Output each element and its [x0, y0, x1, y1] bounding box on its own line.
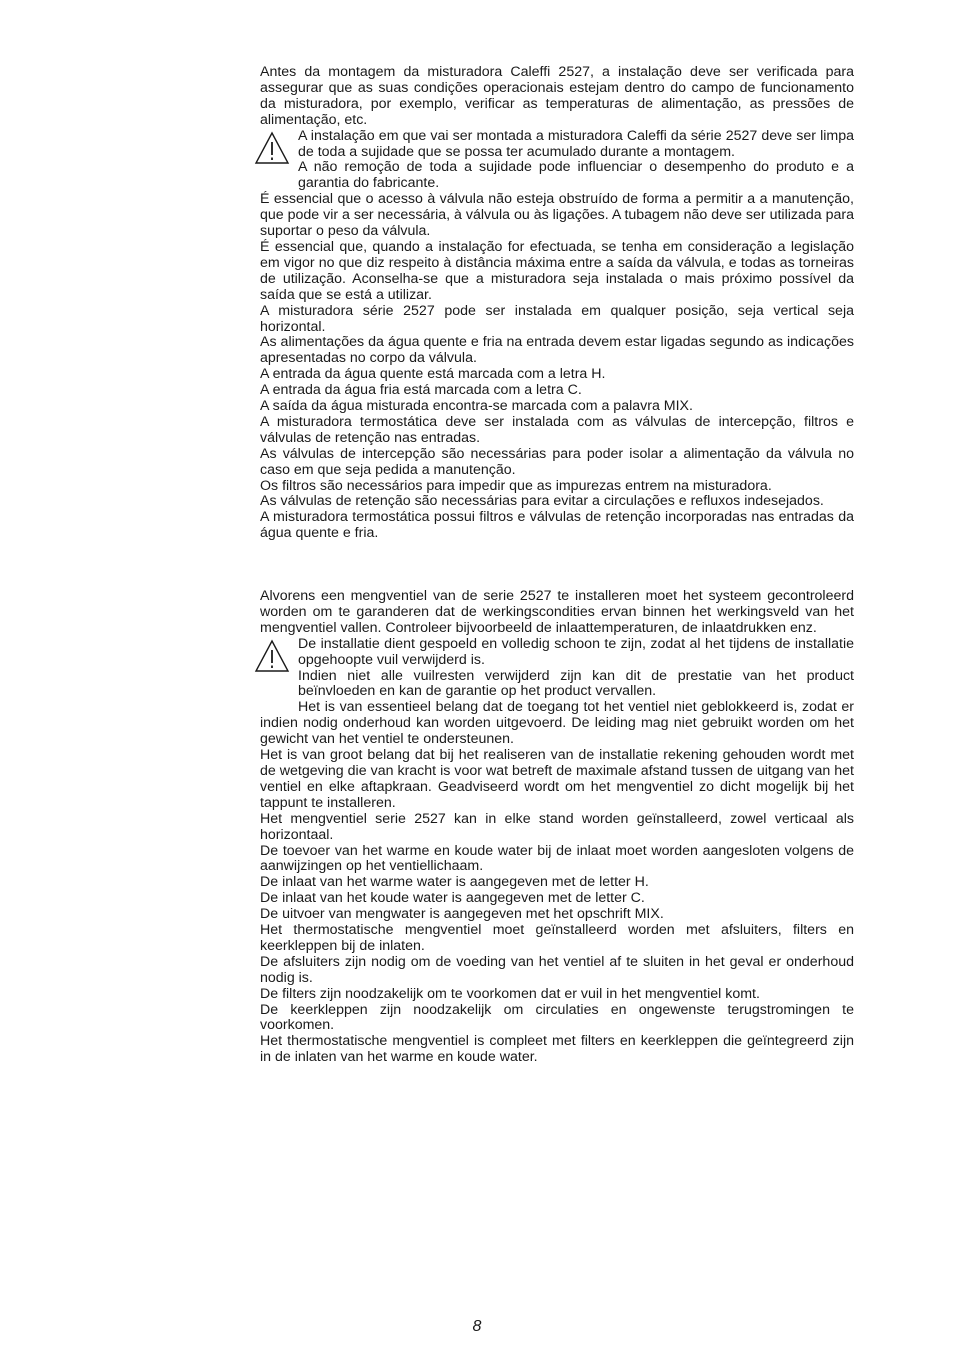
- pt-paragraph: É essencial que, quando a instalação for efectuada, se tenha em consideração a legislação em vigor no que diz respeito à distância máxima entre a saída da válvula, e todas as torneiras de utilização. Aconselha-se que a misturadora seja instalada o mais próximo possível da saída que se está a utilizar.: [260, 238, 854, 303]
- pt-paragraph: As válvulas de retenção são necessárias para evitar a circulações e refluxos indesejados.: [260, 493, 824, 510]
- pt-paragraph: Os filtros são necessários para impedir que as impurezas entrem na misturadora.: [260, 477, 772, 494]
- pt-warning-line: A instalação em que vai ser montada a misturadora Caleffi da série 2527 deve ser limpa de toda a sujidade que se possa ter acumulado durante a montagem.: [298, 127, 854, 160]
- nl-paragraph: De inlaat van het koude water is aangegeven met de letter C.: [260, 890, 645, 907]
- nl-paragraph: De filters zijn noodzakelijk om te voorkomen dat er vuil in het mengventiel komt.: [260, 985, 760, 1002]
- pt-intro: Antes da montagem da misturadora Caleffi 2527, a instalação deve ser verificada para assegurar que as suas condições operacionais estejam dentro do campo de funcionamento da misturadora, por exemplo, verificar as temperaturas de alimentação, as pressões de alimentação, etc.: [260, 64, 854, 128]
- pt-warning-block: [260, 129, 854, 193]
- nl-paragraph: De afsluiters zijn nodig om de voeding van het ventiel af te sluiten in het geval er onderhoud nodig is.: [260, 953, 854, 986]
- nl-paragraph: De keerkleppen zijn noodzakelijk om circulaties en ongewenste terugstromingen te voorkomen.: [260, 1001, 854, 1034]
- pt-paragraph: A saída da água misturada encontra-se marcada com a palavra MIX.: [260, 398, 693, 415]
- nl-paragraph: Het thermostatische mengventiel moet geïnstalleerd worden met afsluiters, filters en keerkleppen bij de inlaten.: [260, 922, 854, 954]
- nl-paragraph: De uitvoer van mengwater is aangegeven met het opschrift MIX.: [260, 906, 664, 923]
- nl-indented-paragraph: Het is van essentieel belang dat de toegang tot het ventiel niet geblokkeerd is, zodat er indien nodig onderhoud kan worden uitgevoerd. De leiding mag niet gebruikt worden om het gewicht van het ventiel te ondersteunen.: [260, 699, 854, 748]
- nl-paragraph: De inlaat van het warme water is aangegeven met de letter H.: [260, 874, 649, 891]
- warning-triangle-icon: [254, 131, 290, 165]
- section-dutch: [260, 589, 854, 1066]
- warning-triangle-icon: [254, 639, 290, 673]
- section-portuguese: [260, 65, 854, 542]
- pt-paragraph: A misturadora série 2527 pode ser instalada em qualquer posição, seja vertical seja horizontal.: [260, 302, 854, 335]
- nl-paragraph: Het is van groot belang dat bij het realiseren van de installatie rekening gehouden wordt met de wetgeving die van kracht is voor wat betreft de maximale afstand tussen de uitgang van het ventiel en elke aftapkraan. Geadviseerd wordt om het mengventiel zo dicht mogelijk bij het tappunt te installeren.: [260, 747, 854, 811]
- pt-paragraph: É essencial que o acesso à válvula não esteja obstruído de forma a permitir a a manutenção, que pode vir a ser necessária, à válvula ou às ligações. A tubagem não deve ser utilizada para suportar o peso da válvula.: [260, 191, 854, 240]
- nl-warning-block: [260, 637, 854, 701]
- nl-warning-line: De installatie dient gespoeld en volledig schoon te zijn, zodat al het tijdens de installatie opgehoopte vuil verwijderd is.: [298, 635, 854, 668]
- pt-paragraph: As válvulas de intercepção são necessárias para poder isolar a alimentação da válvula no caso em que seja pedida a manutenção.: [260, 445, 854, 478]
- page-number: 8: [472, 1318, 482, 1335]
- pt-warning-line: A não remoção de toda a sujidade pode influenciar o desempenho do produto e a garantia do fabricante.: [298, 159, 854, 192]
- nl-warning-line: Indien niet alle vuilresten verwijderd zijn kan dit de prestatie van het product beïnvloeden en kan de garantie op het product vervallen.: [298, 667, 854, 700]
- pt-paragraph: As alimentações da água quente e fria na entrada devem estar ligadas segundo as indicações apresentadas no corpo da válvula.: [260, 334, 854, 367]
- pt-paragraph: A misturadora termostática deve ser instalada com as válvulas de intercepção, filtros e válvulas de retenção nas entradas.: [260, 413, 854, 446]
- pt-paragraph: A entrada da água quente está marcada com a letra H.: [260, 366, 606, 383]
- nl-intro: Alvorens een mengventiel van de serie 2527 te installeren moet het systeem gecontroleerd worden om te garanderen dat de werkingscondities ervan binnen het werkingsveld van het mengventiel vallen. Controleer bijvoorbeeld de inlaattemperaturen, de inlaatdrukken enz.: [260, 588, 854, 636]
- nl-paragraph: Het thermostatische mengventiel is compleet met filters en keerkleppen die geïntegreerd zijn in de inlaten van het warme en koude water.: [260, 1033, 854, 1066]
- pt-paragraph: A entrada da água fria está marcada com a letra C.: [260, 382, 582, 399]
- nl-paragraph: Het mengventiel serie 2527 kan in elke stand worden geïnstalleerd, zowel verticaal als horizontaal.: [260, 810, 854, 843]
- pt-paragraph: A misturadora termostática possui filtros e válvulas de retenção incorporadas nas entradas da água quente e fria.: [260, 509, 854, 542]
- nl-paragraph: De toevoer van het warme en koude water bij de inlaat moet worden aangesloten volgens de aanwijzingen op het ventiellichaam.: [260, 842, 854, 875]
